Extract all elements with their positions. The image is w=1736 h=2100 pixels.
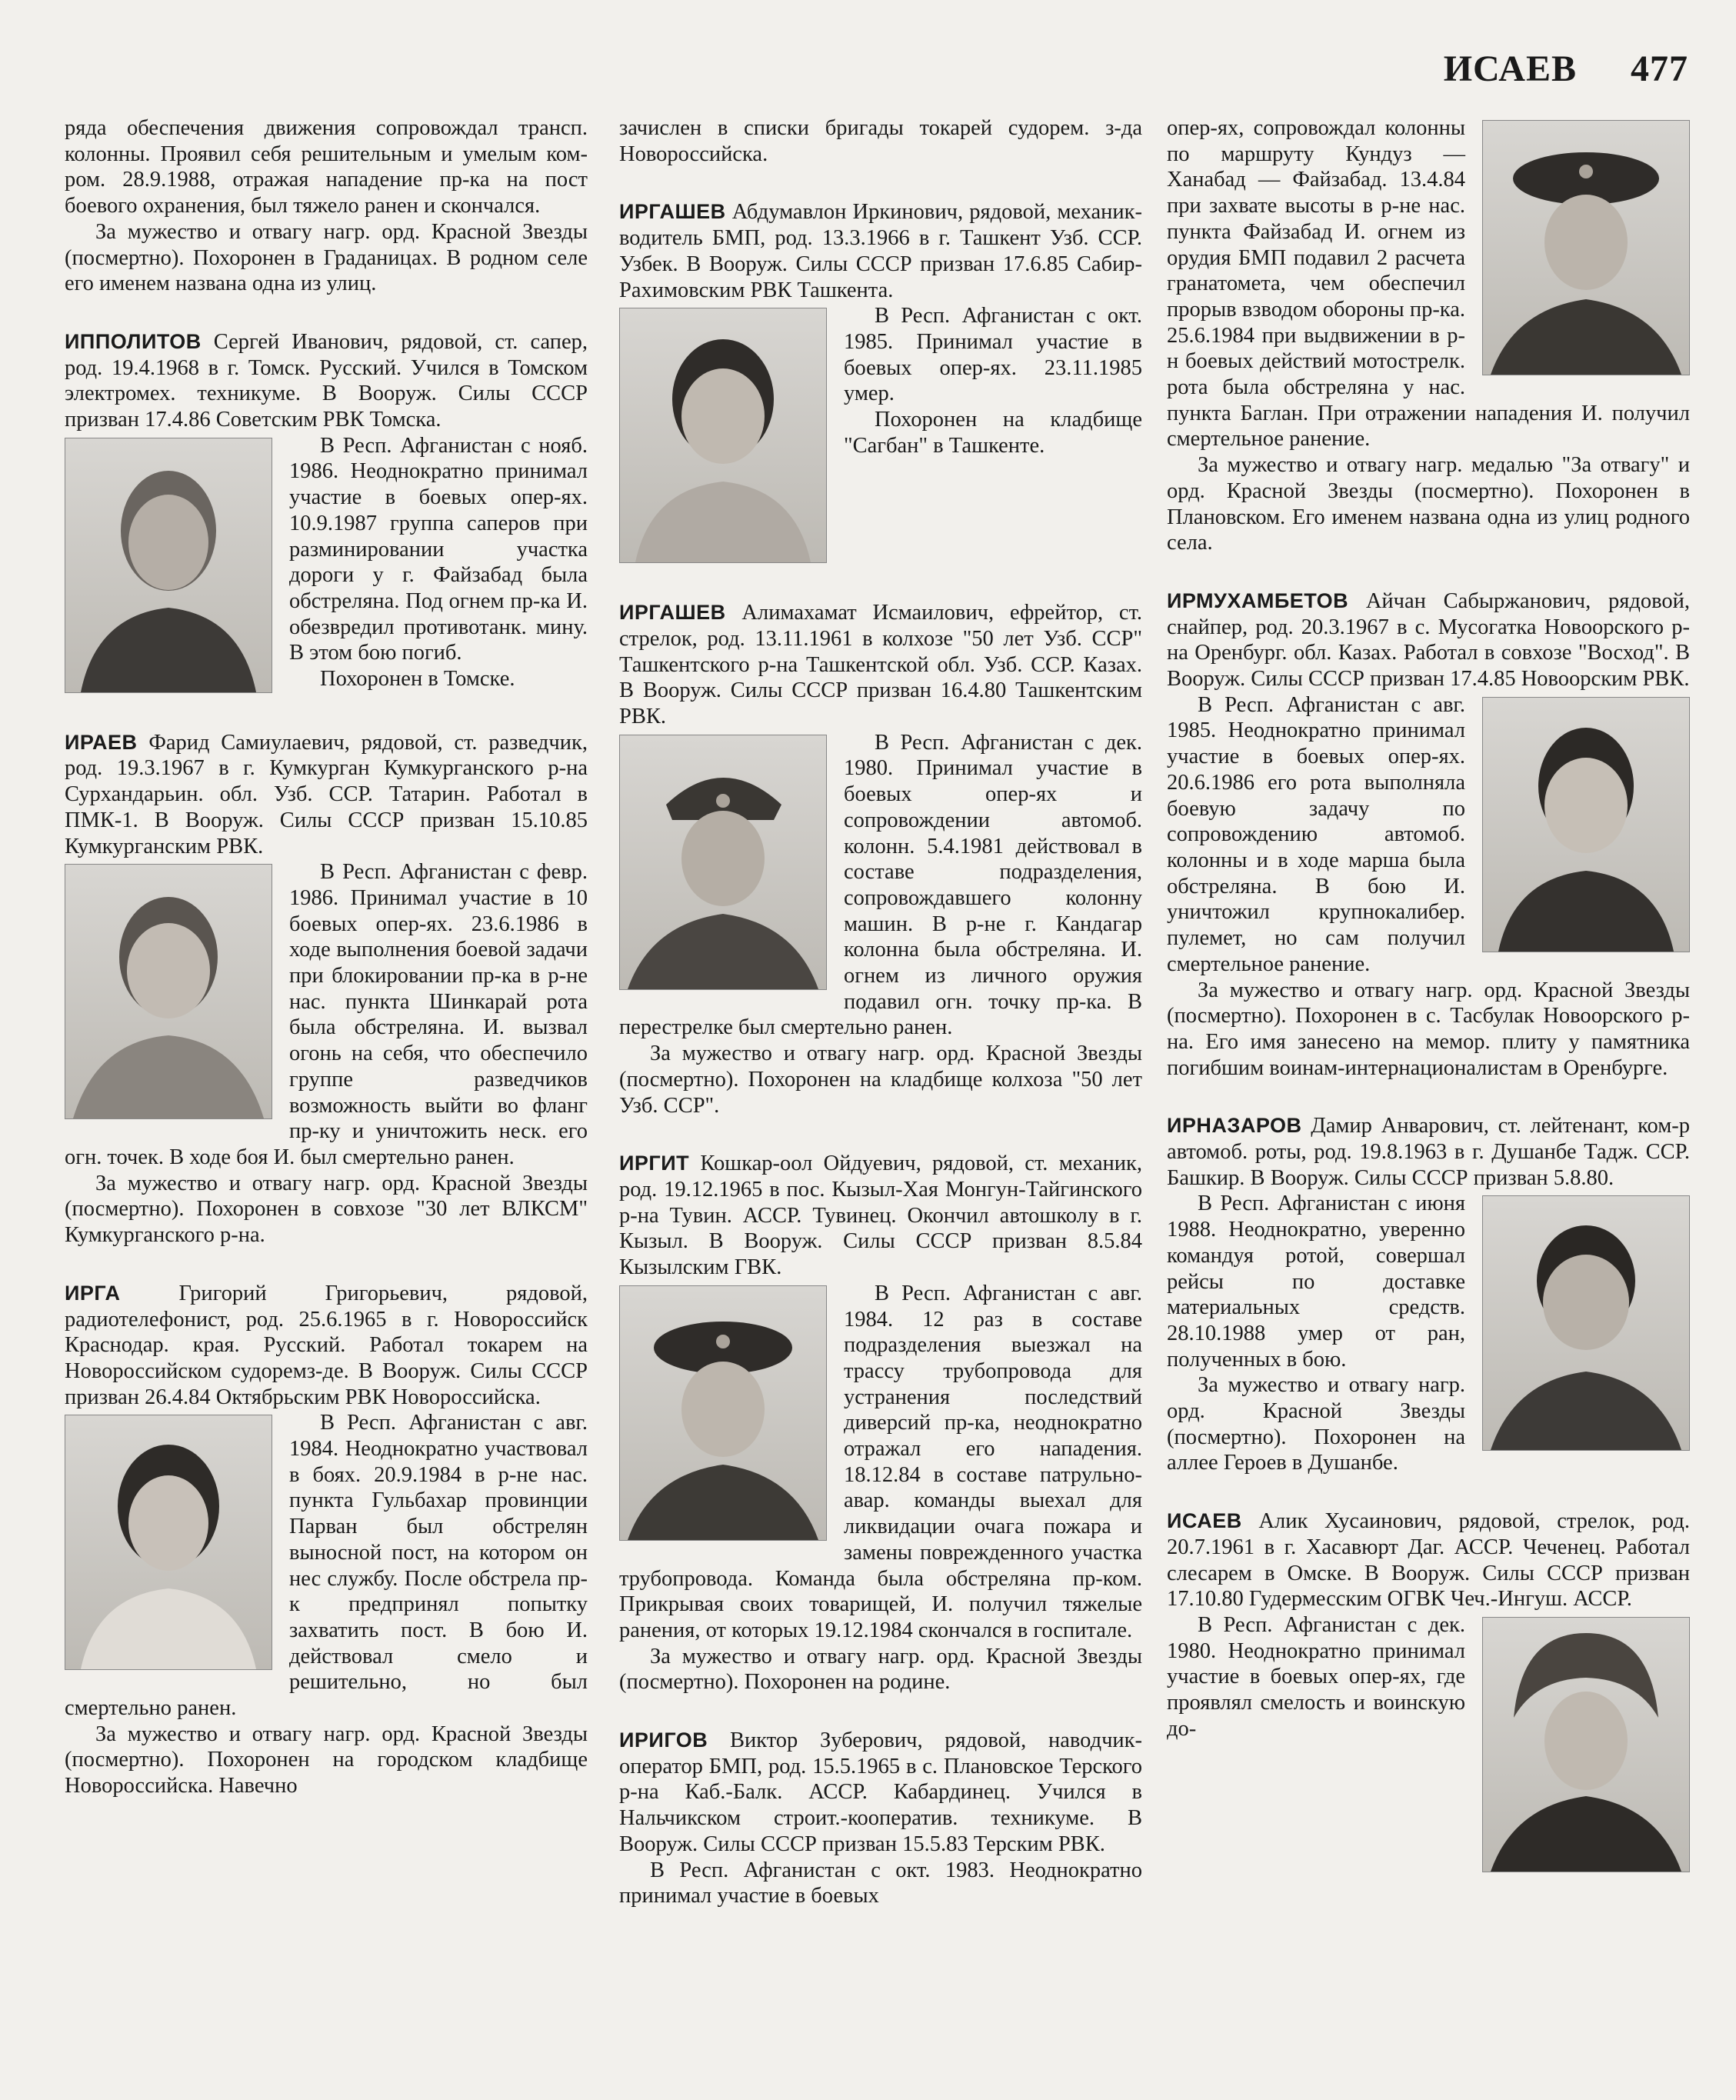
- entry-paragraph: За мужество и отвагу нагр. орд. Красной Звезды (посмертно). Похоронен в с. Тасбулак Новоорского р-на. Его имя занесено на мемор. плиту у памятника погибшим воинам-интернационалистам в Оренбурге.: [1167, 978, 1690, 1080]
- column-2: [619, 115, 1142, 1942]
- entry-irgashev-alimakhamat: [619, 600, 1142, 1118]
- portrait-photo-irgashev-al: [619, 735, 827, 990]
- portrait-icon: [1483, 1618, 1689, 1872]
- entry-paragraph: За мужество и отвагу нагр. орд. Красной Звезды (посмертно). Похоронен на городском кладбище Новороссийска. Навечно: [65, 1722, 588, 1798]
- column-3: [1167, 115, 1690, 1909]
- entry-isaev: [1167, 1508, 1690, 1877]
- entry-lead: Виктор Зуберович, рядовой, наводчик-оператор БМП, род. 15.5.1965 в с. Плановское Терского р-на Каб.-Балк. АССР. Кабардинец. Учился в Нальчикском строит.-кооператив. техникуме. В Вооруж. Силы СССР призван 15.5.83 Терским РВК.: [619, 1728, 1142, 1856]
- portrait-photo-irgashev-a: [619, 308, 827, 563]
- entry-surname: ИРИГОВ: [619, 1728, 708, 1752]
- portrait-photo-irga: [65, 1415, 272, 1670]
- portrait-photo-irmukhambetov: [1482, 697, 1690, 952]
- continuation-paragraph: За мужество и отвагу нагр. медалью "За отвагу" и орд. Красной Звезды (посмертно). Похоронен в Плановском. Его именем названа одна из улиц родного села.: [1167, 453, 1690, 555]
- running-header: [1444, 48, 1688, 90]
- entry-paragraph: За мужество и отвагу нагр. орд. Красной Звезды (посмертно). Похоронен на кладбище колхоза "50 лет Узб. ССР".: [619, 1042, 1142, 1118]
- header-title: ИСАЕВ: [1443, 48, 1577, 89]
- portrait-icon: [1483, 121, 1689, 375]
- portrait-photo-irnazarov: [1482, 1195, 1690, 1451]
- portrait-icon: [620, 308, 826, 562]
- continuation-text: [65, 115, 588, 297]
- continuation-paragraph: За мужество и отвагу нагр. орд. Красной Звезды (посмертно). Похоронен в Граданицах. В родном селе его именем названа одна из улиц.: [65, 219, 588, 296]
- entry-paragraph: За мужество и отвагу нагр. орд. Красной Звезды (посмертно). Похоронен на аллее Героев в Душанбе.: [1167, 1373, 1465, 1475]
- portrait-photo-irgit: [619, 1285, 827, 1541]
- portrait-photo-iraev: [65, 864, 272, 1119]
- entry-iraev: [65, 730, 588, 1248]
- continuation-paragraph: зачислен в списки бригады токарей судорем. з-да Новороссийска.: [619, 116, 1142, 166]
- portrait-icon: [1483, 1196, 1689, 1450]
- portrait-icon: [65, 438, 272, 692]
- continuation-paragraph: ряда обеспечения движения сопровождал трансп. колонны. Проявил себя решительным и умелым ком-ром. 28.9.1988, отражая нападение пр-ка на пост боевого охранения, был тяжело ранен и скончался.: [65, 116, 588, 218]
- entry-surname: ИРМУХАМБЕТОВ: [1167, 588, 1349, 612]
- entry-surname: ИРГА: [65, 1281, 121, 1305]
- entry-paragraph: Похоронен на кладбище "Сагбан" в Ташкенте.: [844, 408, 1142, 458]
- entry-lead: Григорий Григорьевич, рядовой, радиотелефонист, род. 25.6.1965 в г. Новороссийск Краснодар. края. Русский. Работал токарем на Новороссийском судоремз-де. В Вооруж. Силы СССР призван 26.4.84 Октябрьским РВК Новороссийска.: [65, 1281, 588, 1409]
- entry-paragraph: В Респ. Афганистан с дек. 1980. Неоднократно принимал участие в боевых опер-ях, где проявлял смелость и воинскую до-: [1167, 1612, 1465, 1741]
- entry-paragraph: В Респ. Афганистан с дек. 1980. Принимал участие в боевых опер-ях и сопровождении автомоб. колонн. 5.4.1981 действовал в составе подразделения, сопровождавшего колонну машин. В р-не г. Кандагар колонна была обстреляна. И. огнем из личного оружия подавил огн. точку пр-ка. В перестрелке был смертельно ранен.: [619, 730, 1142, 1040]
- column-1: [65, 115, 588, 1832]
- entry-lead: Айчан Сабыржанович, рядовой, снайпер, род. 20.3.1967 в с. Мусогатка Новоорского р-на Оренбург. обл. Казах. Работал в совхозе "Восход". В Вооруж. Силы СССР призван 17.4.85 Новоорским РВК.: [1167, 588, 1690, 692]
- portrait-icon: [1483, 698, 1689, 952]
- entry-paragraph: В Респ. Афганистан с авг. 1984. 12 раз в составе подразделения выезжал на трассу трубопровода для устранения последствий диверсий пр-ка, неоднократно отражал его нападения. 18.12.84 в составе патрульно-авар. команды выехал для ликвидации очага пожара и замены поврежденного участка трубопровода. Команда была обстреляна пр-ком. Прикрывая своих товарищей, И. получил тяжелые ранения, от которых 19.12.1984 скончался в госпитале.: [619, 1281, 1142, 1642]
- entry-surname: ИРГАШЕВ: [619, 601, 726, 625]
- entry-irnazarov: [1167, 1113, 1690, 1476]
- entry-paragraph: В Респ. Афганистан с февр. 1986. Принимал участие в 10 боевых опер-ях. 23.6.1986 в ходе выполнения боевой задачи при блокировании пр-ка в р-не нас. пункта Шинкарай рота была обстреляна. И. вызвал огонь на себя, что обеспечило группе разведчиков возможность выйти во фланг пр-ку и уничтожить неск. его огн. точек. В ходе боя И. был смертельно ранен.: [65, 860, 588, 1169]
- continuation-text: [1167, 115, 1690, 556]
- portrait-photo-isaev: [1482, 1617, 1690, 1872]
- entry-ippolitov: [65, 329, 588, 698]
- entry-lead: Кошкар-оол Ойдуевич, рядовой, ст. механик, род. 19.12.1965 в пос. Кызыл-Хая Монгун-Тайгинского р-на Тувин. АССР. Тувинец. Окончил автошколу в г. Кызыл. В Вооруж. Силы СССР призван 8.5.84 Кызылским ГВК.: [619, 1152, 1142, 1280]
- portrait-photo-ippolitov: [65, 438, 272, 693]
- entry-irgashev-abdumavlon: [619, 199, 1142, 568]
- continuation-text: [619, 115, 1142, 167]
- entry-paragraph: В Респ. Афганистан с авг. 1985. Неоднократно принимал участие в боевых опер-ях. 20.6.1986 его рота выполняла боевую задачу по сопровождению автомоб. колонны и в ходе марша была обстреляна. В бою И. уничтожил крупнокалибер. пулемет, но сам получил смертельное ранение.: [1167, 692, 1465, 976]
- entry-lead: Дамир Анварович, ст. лейтенант, ком-р автомоб. роты, род. 19.8.1963 в г. Душанбе Тадж. ССР. Башкир. В Вооруж. Силы СССР призван 5.8.80.: [1167, 1114, 1690, 1190]
- entry-surname: ИРГИТ: [619, 1152, 690, 1175]
- entry-lead: Сергей Иванович, рядовой, ст. сапер, род. 19.4.1968 в г. Томск. Русский. Учился в Томском электромех. техникуме. В Вооруж. Силы СССР призван 17.4.86 Советским РВК Томска.: [65, 329, 588, 432]
- entry-surname: ИРНАЗАРОВ: [1167, 1114, 1302, 1138]
- entry-irga: [65, 1281, 588, 1799]
- entry-irigov: [619, 1728, 1142, 1909]
- entry-lead: Алик Хусаинович, рядовой, стрелок, род. 20.7.1961 в г. Хасавюрт Даг. АССР. Чеченец. Работал слесарем в Омске. В Вооруж. Силы СССР призван 17.10.80 Гудермесским ОГВК Чеч.-Ингуш. АССР.: [1167, 1509, 1690, 1612]
- entry-lead: Абдумавлон Иркинович, рядовой, механик-водитель БМП, род. 13.3.1966 в г. Ташкент Узб. ССР. Узбек. В Вооруж. Силы СССР призван 17.6.85 Сабир-Рахимовским РВК Ташкента.: [619, 200, 1142, 302]
- entry-paragraph: В Респ. Афганистан с окт. 1985. Принимал участие в боевых опер-ях. 23.11.1985 умер.: [844, 304, 1142, 406]
- entry-paragraph: Похоронен в Томске.: [320, 667, 515, 692]
- portrait-icon: [620, 735, 826, 989]
- entry-lead: Фарид Самиулаевич, рядовой, ст. разведчик, род. 19.3.1967 в г. Кумкурган Кумкурганского р-на Сурхандарьин. обл. Узб. ССР. Татарин. Работал в ПМК-1. В Вооруж. Силы СССР призван 15.10.85 Кумкурганским РВК.: [65, 730, 588, 858]
- entry-irgit: [619, 1151, 1142, 1695]
- entry-lead: Алимахамат Исмаилович, ефрейтор, ст. стрелок, род. 13.11.1961 в колхозе "50 лет Узб. ССР" Ташкентского р-на Ташкентской обл. Узб. ССР. Казах. В Вооруж. Силы СССР призван 16.4.80 Ташкентским РВК.: [619, 601, 1142, 729]
- entry-surname: ИСАЕВ: [1167, 1509, 1242, 1533]
- entry-paragraph: В Респ. Афганистан с июня 1988. Неоднократно, уверенно командуя ротой, совершал рейсы по доставке материальных средств. 28.10.1988 умер от ран, полученных в бою.: [1167, 1192, 1465, 1372]
- entry-irmukhambetov: [1167, 588, 1690, 1081]
- entry-paragraph: В Респ. Афганистан с нояб. 1986. Неоднократно принимал участие в боевых опер-ях. 10.9.1987 группа саперов при разминировании участка дороги у г. Файзабад была обстреляна. Под огнем пр-ка И. обезвредил противотанк. мину. В этом бою погиб.: [289, 433, 588, 665]
- continuation-paragraph: опер-ях, сопровождал колонны по маршруту Кундуз — Ханабад — Файзабад. 13.4.84 при захвате высоты в р-не нас. пункта Файзабад И. огнем из орудия БМП подавил 2 расчета гранатомета, чем обеспечил прорыв взводом обороны пр-ка. 25.6.1984 при выдвижении в р-н боевых действий мотострелк. рота была обстреляна у нас. пункта Баглан. При отражении нападения И. получил смертельное ранение.: [1167, 116, 1690, 452]
- entry-paragraph: В Респ. Афганистан с окт. 1983. Неоднократно принимал участие в боевых: [619, 1858, 1142, 1908]
- portrait-photo-irigov: [1482, 120, 1690, 375]
- page-number: 477: [1631, 48, 1688, 89]
- entry-paragraph: В Респ. Афганистан с авг. 1984. Неоднократно участвовал в боях. 20.9.1984 в р-не нас. пункта Гульбахар провинции Парван был обстрелян выносной пост, на котором он нес службу. После обстрела пр-к предпринял попытку захватить пост. В бою И. действовал смело и решительно, но был смертельно ранен.: [65, 1411, 588, 1721]
- entry-surname: ИРГАШЕВ: [619, 200, 726, 224]
- portrait-icon: [620, 1286, 826, 1540]
- portrait-icon: [65, 1415, 272, 1669]
- entry-surname: ИППОЛИТОВ: [65, 329, 202, 353]
- entry-paragraph: За мужество и отвагу нагр. орд. Красной Звезды (посмертно). Похоронен в совхозе "30 лет ВЛКСМ" Кумкурганского р-на.: [65, 1171, 588, 1248]
- entry-paragraph: За мужество и отвагу нагр. орд. Красной Звезды (посмертно). Похоронен на родине.: [619, 1644, 1142, 1695]
- portrait-icon: [65, 865, 272, 1118]
- entry-surname: ИРАЕВ: [65, 730, 138, 754]
